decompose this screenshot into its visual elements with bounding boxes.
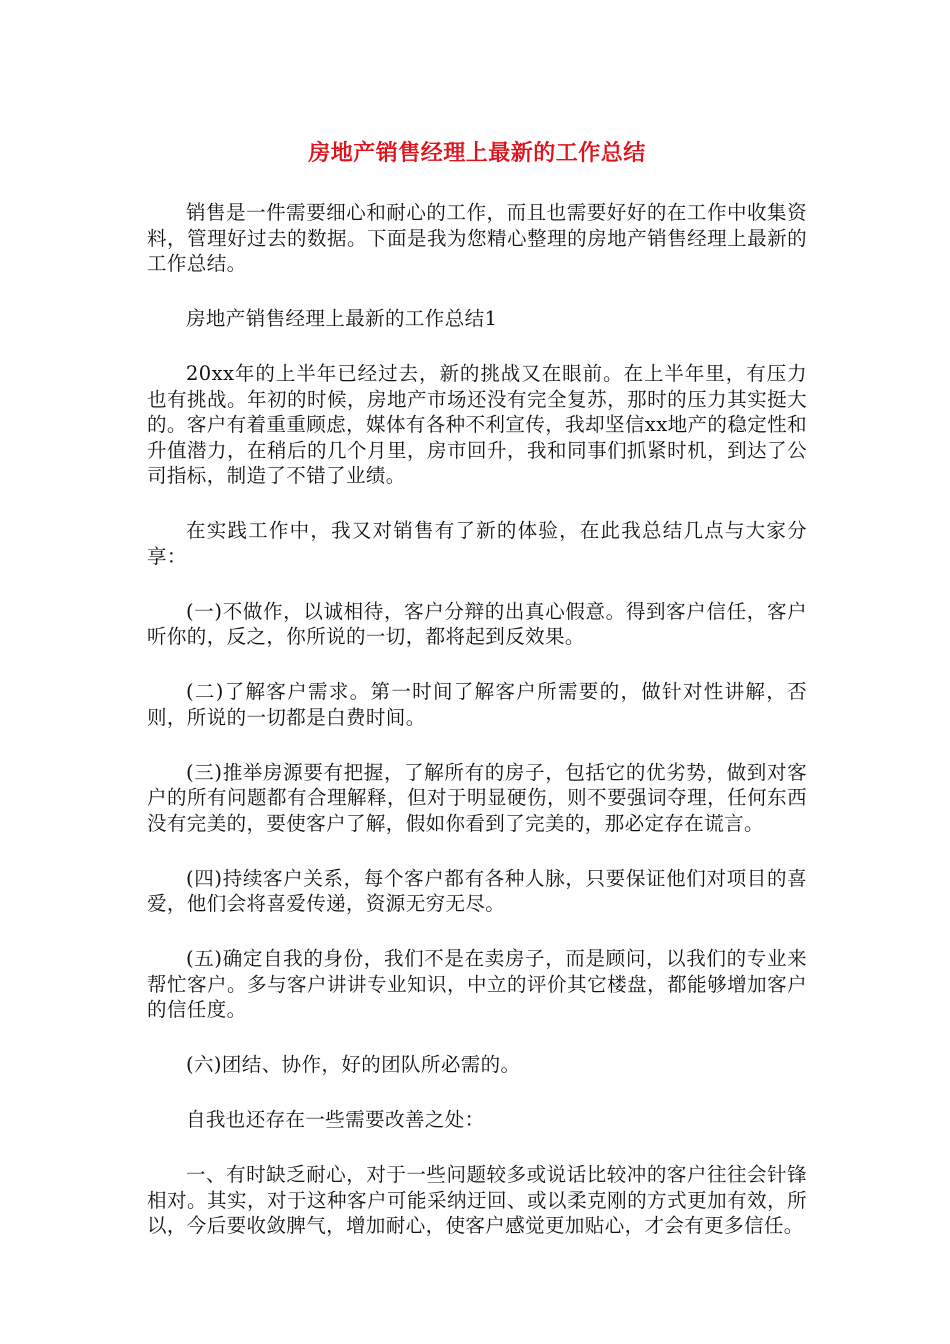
document-title: 房地产销售经理上最新的工作总结 bbox=[308, 141, 646, 166]
list-item-paragraph: (四)持续客户关系，每个客户都有各种人脉，只要保证他们对项目的喜爱，他们会将喜爱传递，资源无穷无尽。 bbox=[147, 866, 807, 915]
body-paragraph: 一、有时缺乏耐心，对于一些问题较多或说话比较冲的客户往往会针锋相对。其实，对于这种客户可能采纳迂回、或以柔克刚的方式更加有效，所以，今后要收敛脾气，增加耐心，使客户感觉更加贴心，才会有更多信任。 bbox=[147, 1163, 807, 1237]
list-item-paragraph: (一)不做作，以诚相待，客户分辩的出真心假意。得到客户信任，客户听你的，反之，你所说的一切，都将起到反效果。 bbox=[147, 599, 807, 648]
body-paragraph: 自我也还存在一些需要改善之处： bbox=[186, 1108, 485, 1131]
body-paragraph: 在实践工作中，我又对销售有了新的体验，在此我总结几点与大家分享： bbox=[147, 519, 807, 568]
section-heading: 房地产销售经理上最新的工作总结1 bbox=[186, 307, 498, 330]
list-item-paragraph: (二)了解客户需求。第一时间了解客户所需要的，做针对性讲解，否则，所说的一切都是白费时间。 bbox=[147, 680, 807, 729]
list-item-paragraph: (三)推举房源要有把握，了解所有的房子，包括它的优劣势，做到对客户的所有问题都有合理解释，但对于明显硬伤，则不要强词夺理，任何东西没有完美的，要使客户了解，假如你看到了完美的，那必定存在谎言。 bbox=[147, 760, 807, 835]
body-paragraph: 20xx年的上半年已经过去，新的挑战又在眼前。在上半年里，有压力也有挑战。年初的时候，房地产市场还没有完全复苏，那时的压力其实挺大的。客户有着重重顾虑，媒体有各种不利宣传，我却坚信xx地产的稳定性和升值潜力，在稍后的几个月里，房市回升，我和同事们抓紧时机，到达了公司指标，制造了不错了业绩。 bbox=[147, 362, 807, 487]
intro-paragraph: 销售是一件需要细心和耐心的工作，而且也需要好好的在工作中收集资料，管理好过去的数据。下面是我为您精心整理的房地产销售经理上最新的工作总结。 bbox=[147, 201, 807, 275]
document-page bbox=[147, 134, 807, 1268]
list-item-paragraph: (六)团结、协作，好的团队所必需的。 bbox=[186, 1053, 521, 1076]
list-item-paragraph: (五)确定自我的身份，我们不是在卖房子，而是顾问，以我们的专业来帮忙客户。多与客户讲讲专业知识，中立的评价其它楼盘，都能够增加客户的信任度。 bbox=[147, 947, 807, 1021]
